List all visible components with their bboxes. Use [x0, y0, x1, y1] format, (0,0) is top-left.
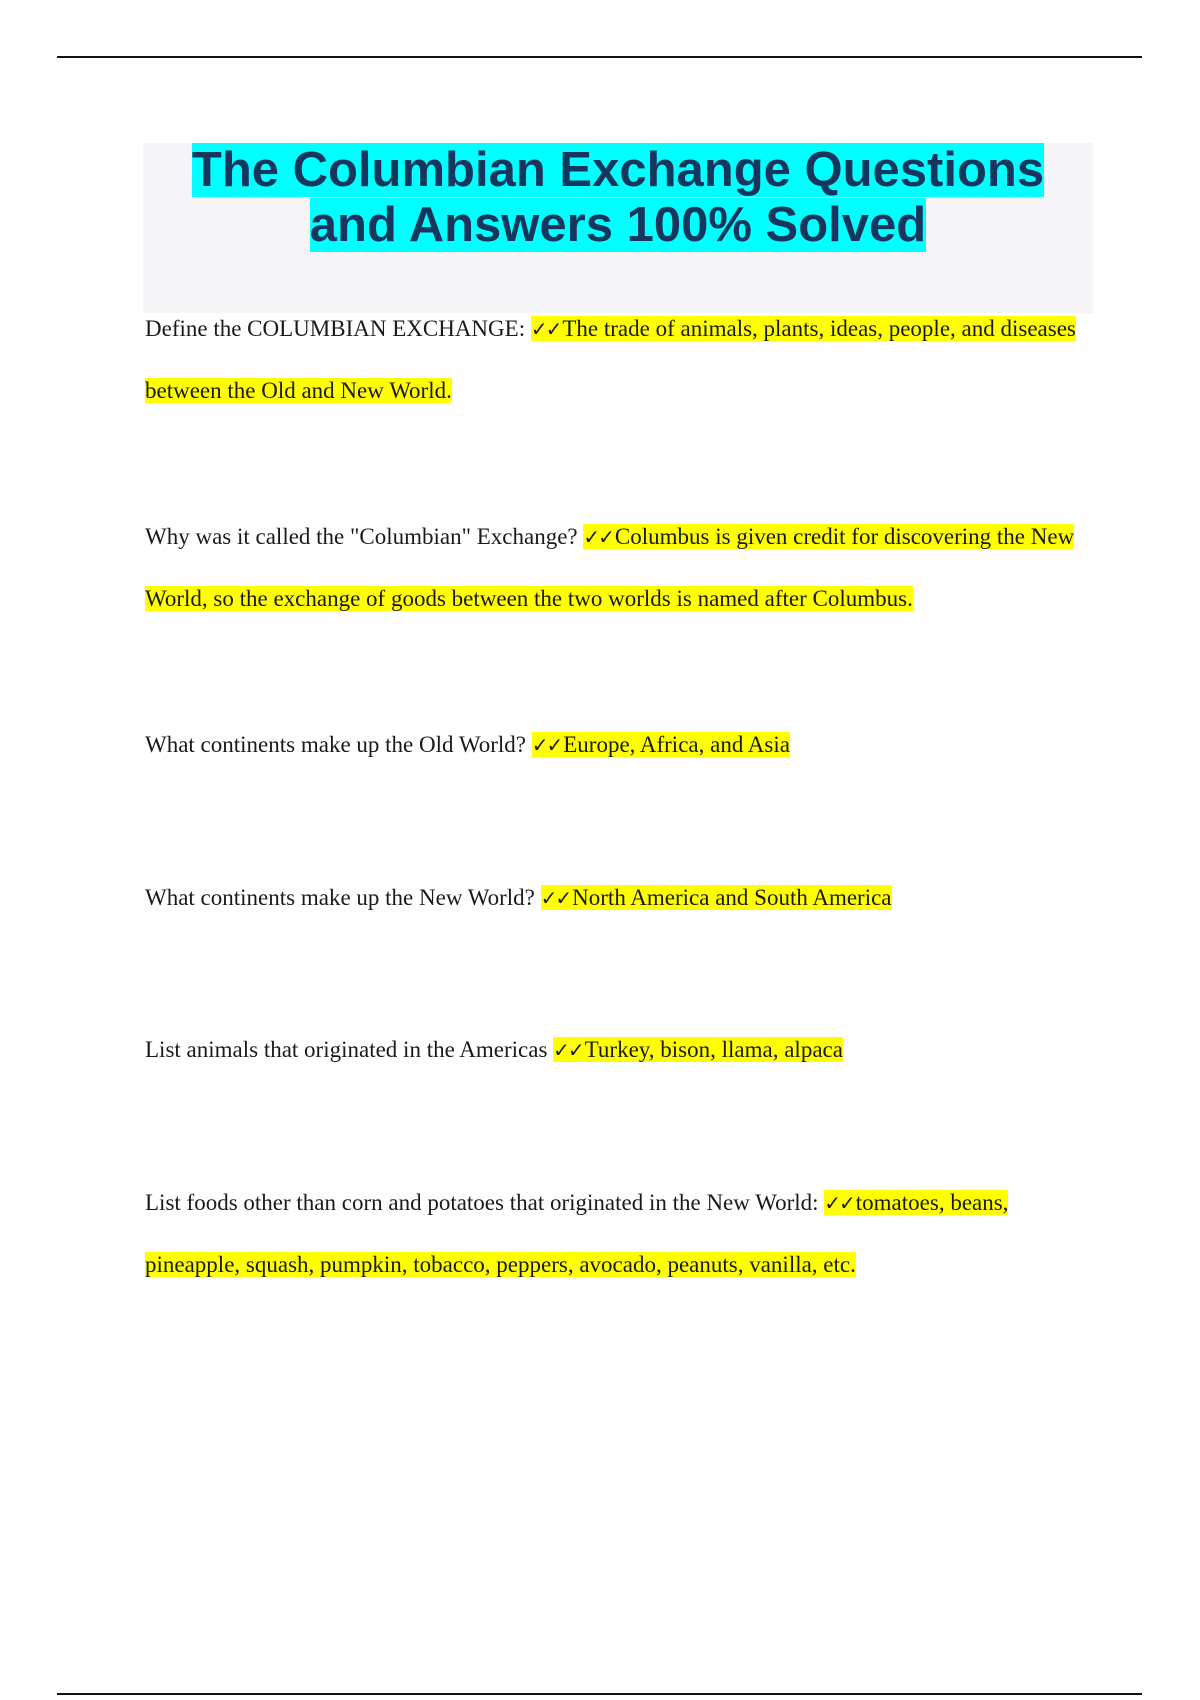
answer-text: tomatoes, beans, pineapple, squash, pumpkin, tobacco, peppers, avocado, peanuts, vanilla, etc. [145, 1190, 1009, 1277]
qa-item [145, 867, 1085, 929]
question-text: What continents make up the New World? [145, 885, 541, 910]
question-text: Define the COLUMBIAN EXCHANGE: [145, 316, 531, 341]
answer-text: The trade of animals, plants, ideas, people, and diseases between the Old and New World. [145, 316, 1076, 403]
question-text: List foods other than corn and potatoes that originated in the New World: [145, 1190, 825, 1215]
top-rule [57, 56, 1142, 58]
question-text: Why was it called the "Columbian" Exchange? [145, 524, 584, 549]
qa-item [145, 1172, 1085, 1295]
qa-item [145, 506, 1085, 629]
answer-text: Europe, Africa, and Asia [563, 732, 790, 757]
answer-highlight [541, 885, 892, 910]
answer-text: North America and South America [572, 885, 892, 910]
page-title [143, 143, 1093, 253]
qa-item [145, 1019, 1085, 1081]
bottom-rule [57, 1693, 1142, 1695]
question-text: List animals that originated in the Americas [145, 1037, 554, 1062]
double-check-icon: ✓✓ [540, 886, 571, 910]
double-check-icon: ✓✓ [824, 1191, 854, 1215]
answer-highlight [532, 732, 790, 757]
double-check-icon: ✓✓ [531, 733, 562, 757]
answer-text: Columbus is given credit for discovering the New World, so the exchange of goods between the two worlds is named after Columbus. [145, 524, 1075, 611]
page-title-text: The Columbian Exchange Questions and Answers 100% Solved [191, 143, 1045, 252]
title-block [143, 143, 1093, 313]
double-check-icon: ✓✓ [583, 525, 613, 549]
question-text: What continents make up the Old World? [145, 732, 532, 757]
double-check-icon: ✓✓ [553, 1038, 583, 1062]
answer-text: Turkey, bison, llama, alpaca [584, 1037, 843, 1062]
qa-item [145, 714, 1085, 776]
qa-item [145, 298, 1085, 421]
double-check-icon: ✓✓ [530, 317, 561, 341]
answer-highlight [553, 1037, 843, 1062]
